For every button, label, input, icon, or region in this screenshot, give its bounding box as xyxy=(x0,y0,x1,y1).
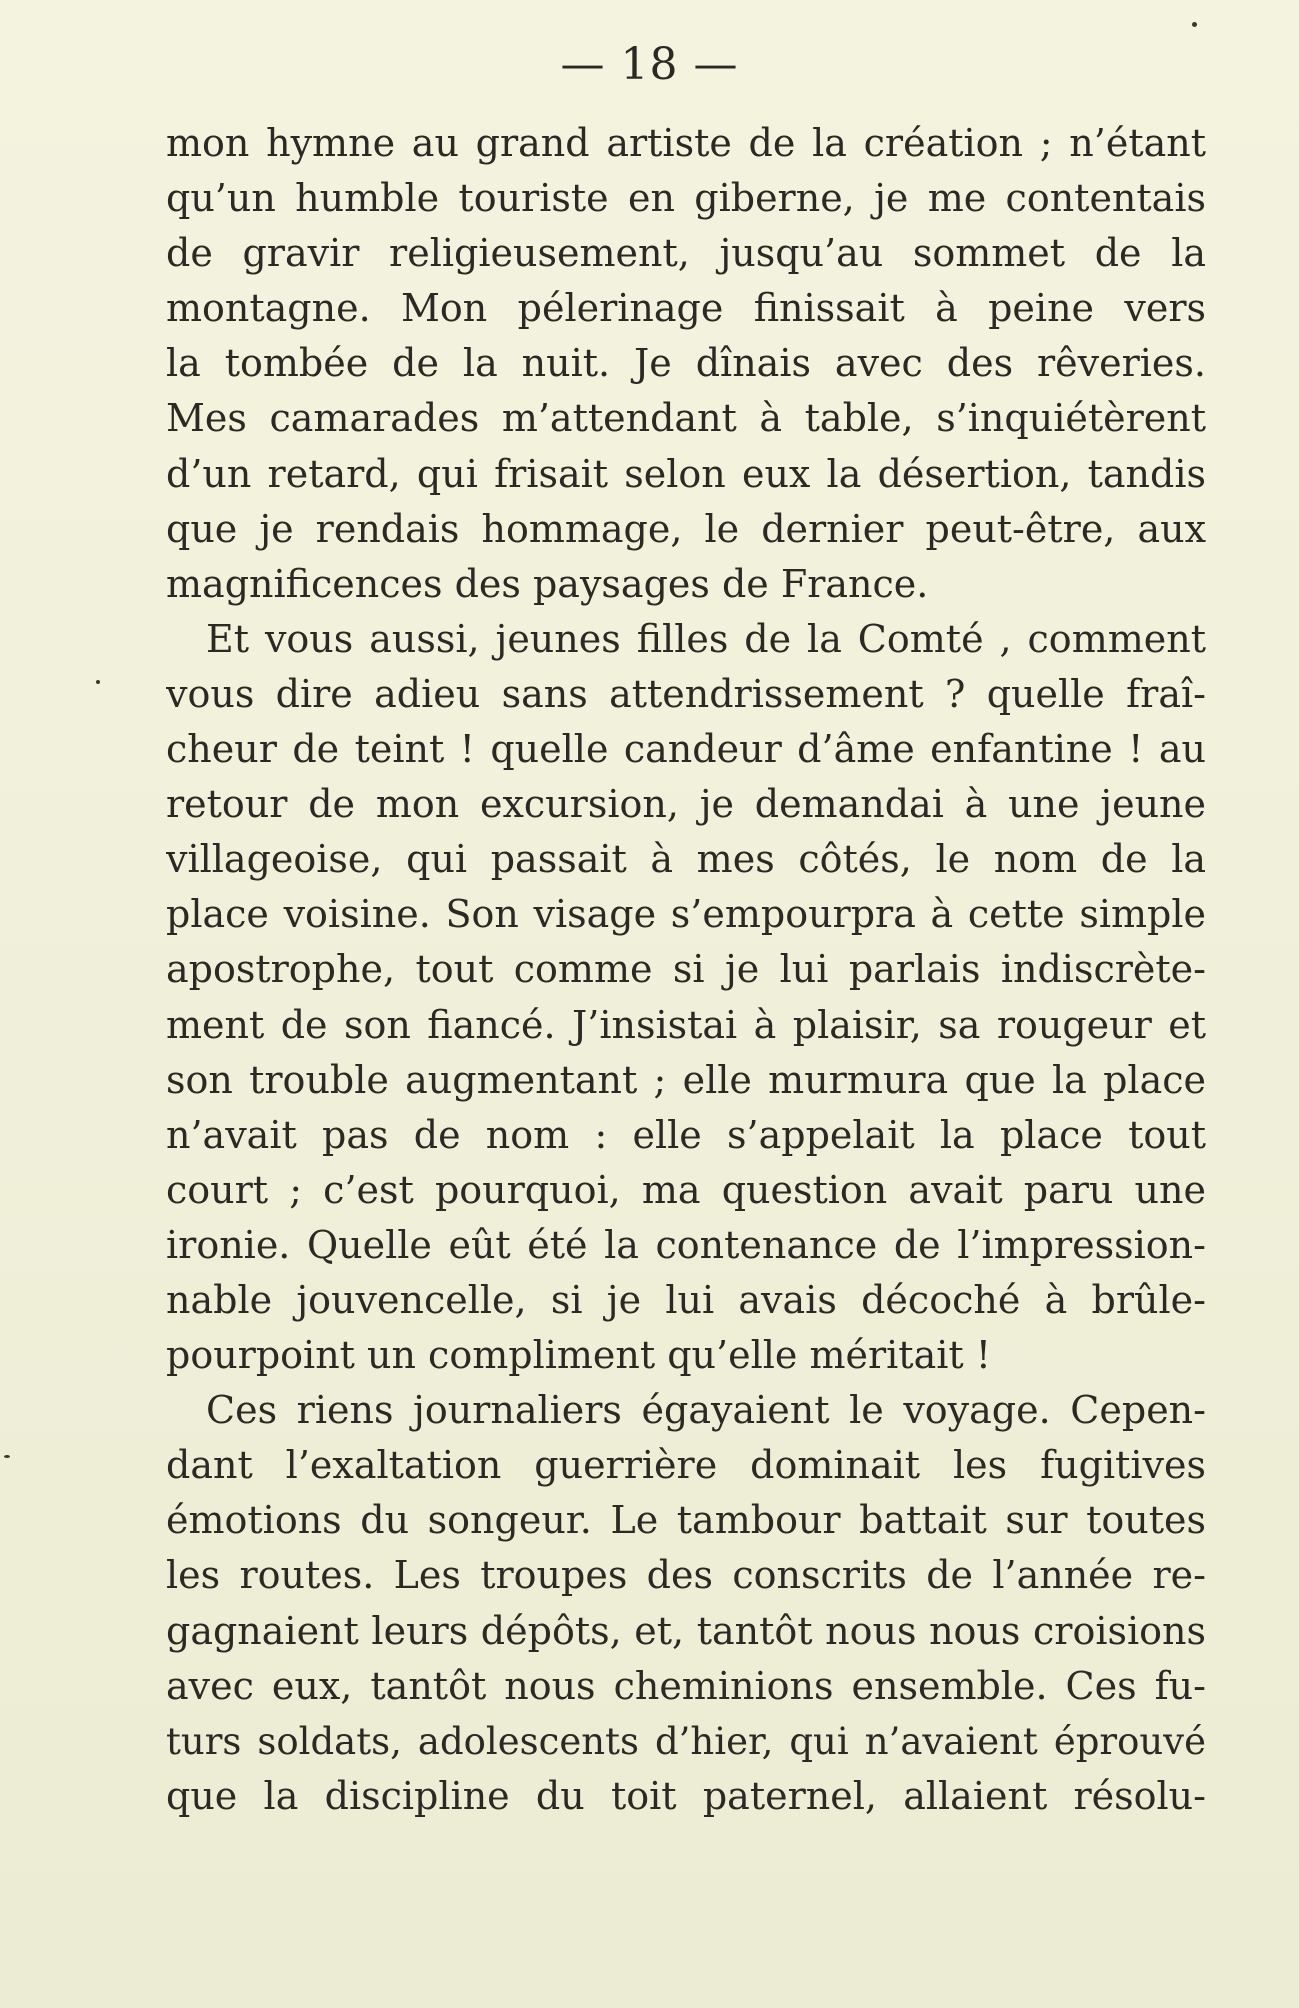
text-line: les routes. Les troupes des conscrits de l’année re- xyxy=(166,1553,1206,1598)
text-line: vous dire adieu sans attendrissement ? quelle fraî- xyxy=(166,671,1206,716)
text-line: la tombée de la nuit. Je dînais avec des rêveries. xyxy=(166,341,1206,386)
text-line: Mes camarades m’attendant à table, s’inquiétèrent xyxy=(166,396,1206,441)
text-line: ironie. Quelle eût été la contenance de l’impression- xyxy=(166,1222,1206,1267)
text-line: qu’un humble touriste en giberne, je me contentais xyxy=(166,176,1206,221)
text-line: d’un retard, qui frisait selon eux la désertion, tandis xyxy=(166,451,1206,496)
text-line: place voisine. Son visage s’empourpra à cette simple xyxy=(166,892,1206,937)
text-line: villageoise, qui passait à mes côtés, le nom de la xyxy=(166,837,1206,882)
text-line: gagnaient leurs dépôts, et, tantôt nous nous croisions xyxy=(166,1608,1206,1653)
paragraph-2 xyxy=(166,612,1206,1383)
text-line: ment de son fiancé. J’insistai à plaisir, sa rougeur et xyxy=(166,1002,1206,1047)
text-line: cheur de teint ! quelle candeur d’âme enfantine ! au xyxy=(166,727,1206,772)
text-line: retour de mon excursion, je demandai à une jeune xyxy=(166,782,1206,827)
ink-speck xyxy=(4,1455,10,1458)
paragraph-3 xyxy=(166,1383,1206,1824)
text-line: Et vous aussi, jeunes filles de la Comté , comment xyxy=(206,616,1206,661)
ink-speck xyxy=(96,680,100,684)
text-line: son trouble augmentant ; elle murmura que la place xyxy=(166,1057,1206,1102)
text-line: pourpoint un compliment qu’elle méritait ! xyxy=(166,1333,991,1378)
text-line: de gravir religieusement, jusqu’au sommet de la xyxy=(166,231,1206,276)
text-line: montagne. Mon pélerinage finissait à peine vers xyxy=(166,286,1206,331)
text-line: apostrophe, tout comme si je lui parlais indiscrète- xyxy=(166,947,1206,992)
text-line: que je rendais hommage, le dernier peut-être, aux xyxy=(166,506,1206,551)
paragraph-1 xyxy=(166,116,1206,612)
ink-speck xyxy=(1192,22,1197,27)
text-line: que la discipline du toit paternel, allaient résolu- xyxy=(166,1773,1206,1818)
text-line: dant l’exaltation guerrière dominait les fugitives xyxy=(166,1443,1206,1488)
text-line: émotions du songeur. Le tambour battait sur toutes xyxy=(166,1498,1206,1543)
text-line: nable jouvencelle, si je lui avais décoché à brûle- xyxy=(166,1277,1206,1322)
text-line: court ; c’est pourquoi, ma question avait paru une xyxy=(166,1167,1206,1212)
page-number: — 18 — xyxy=(560,39,739,90)
body-text xyxy=(166,116,1206,1824)
text-line: magnificences des paysages de France. xyxy=(166,561,929,606)
text-line: Ces riens journaliers égayaient le voyage. Cepen- xyxy=(206,1388,1206,1433)
text-line: mon hymne au grand artiste de la création ; n’étant xyxy=(166,121,1206,165)
text-line: avec eux, tantôt nous cheminions ensemble. Ces fu- xyxy=(166,1663,1206,1708)
text-line: turs soldats, adolescents d’hier, qui n’avaient éprouvé xyxy=(166,1719,1206,1763)
text-line: n’avait pas de nom : elle s’appelait la place tout xyxy=(166,1112,1206,1157)
